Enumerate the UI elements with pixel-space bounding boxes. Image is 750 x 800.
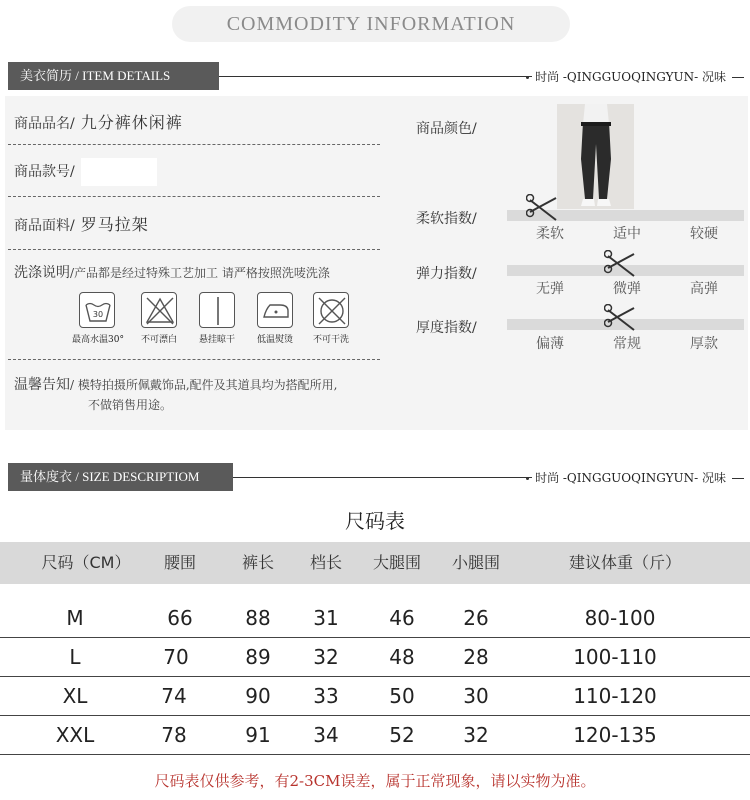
waist-cell: 66	[167, 606, 193, 630]
product-sku-value	[81, 158, 157, 186]
column-header: 档长	[309, 553, 342, 572]
wash-label: 洗涤说明	[14, 265, 70, 281]
column-header: 大腿围	[372, 553, 421, 572]
softness-label: 柔软指数/	[416, 211, 477, 227]
wash-instructions-row	[14, 262, 330, 282]
dashed-divider	[8, 249, 380, 250]
size-description-header	[0, 463, 750, 491]
care-low-iron	[250, 292, 300, 345]
table-row	[0, 599, 750, 637]
product-color-label: 商品颜色/	[416, 121, 477, 137]
softness-option: 较硬	[690, 226, 718, 242]
size-cell: XL	[62, 684, 88, 708]
scissors-icon	[526, 194, 560, 224]
care-label: 不可干洗	[312, 335, 349, 345]
scissors-icon	[604, 250, 638, 280]
size-cell: M	[66, 606, 84, 630]
calf-cell: 30	[463, 684, 489, 708]
product-fabric-label: 商品面料/	[14, 218, 75, 234]
softness-option: 柔软	[536, 226, 564, 242]
tagline-rule	[732, 77, 744, 78]
rise-cell: 33	[313, 684, 339, 708]
item-details-tab	[8, 62, 219, 90]
dot-icon	[526, 477, 529, 480]
no-bleach-icon	[141, 292, 177, 328]
size-description-title-cn: 量体度衣	[20, 470, 73, 485]
thigh-cell: 52	[389, 723, 415, 747]
weight-cell: 120-135	[573, 723, 657, 747]
care-no-dry-clean	[306, 292, 356, 345]
notice-line1: / 模特拍摄所佩戴饰品,配件及其道具均为搭配所用,	[70, 378, 338, 392]
product-name-label: 商品品名/	[14, 116, 75, 132]
rise-cell: 32	[313, 645, 339, 669]
scissors-icon	[604, 304, 638, 334]
rise-cell: 31	[313, 606, 339, 630]
brand-tagline-text: 时尚 -QINGGUOQINGYUN- 况味	[535, 70, 726, 84]
weight-cell: 110-120	[573, 684, 657, 708]
size-cell: L	[69, 645, 81, 669]
dot-icon	[526, 76, 529, 79]
thigh-cell: 50	[389, 684, 415, 708]
dashed-divider	[8, 359, 380, 360]
item-details-title-cn: 美衣简历	[20, 69, 73, 84]
elasticity-option: 微弹	[613, 281, 641, 297]
product-sku-row	[14, 158, 157, 186]
column-header: 小腿围	[451, 553, 500, 572]
table-row	[0, 677, 750, 715]
product-photo	[557, 104, 634, 209]
calf-cell: 26	[463, 606, 489, 630]
brand-tagline	[520, 469, 744, 486]
brand-tagline	[520, 68, 744, 85]
weight-cell: 80-100	[584, 606, 656, 630]
thickness-option: 常规	[613, 336, 641, 352]
care-label: 低温熨烫	[256, 335, 293, 345]
notice-row	[14, 374, 338, 395]
weight-cell: 100-110	[573, 645, 657, 669]
elasticity-option: 无弹	[536, 281, 564, 297]
commodity-information-banner: COMMODITY INFORMATION	[172, 6, 570, 42]
care-no-bleach	[134, 292, 184, 345]
column-header: 裤长	[241, 553, 274, 572]
brand-tagline-text: 时尚 -QINGGUOQINGYUN- 况味	[535, 471, 726, 485]
column-header: 腰围	[163, 553, 196, 572]
thickness-option: 厚款	[690, 336, 718, 352]
waist-cell: 74	[161, 684, 187, 708]
waist-cell: 78	[161, 723, 187, 747]
svg-text:30: 30	[92, 310, 104, 319]
low-iron-icon	[257, 292, 293, 328]
notice-line2: 不做销售用途。	[88, 398, 173, 412]
thigh-cell: 46	[389, 606, 415, 630]
hang-dry-icon	[199, 292, 235, 328]
care-label: 最高水温30°	[72, 335, 124, 345]
item-details-title-en: / ITEM DETAILS	[72, 68, 171, 83]
product-name-row	[14, 110, 183, 133]
care-label: 不可漂白	[140, 335, 177, 345]
thigh-cell: 48	[389, 645, 415, 669]
size-footnote: 尺码表仅供参考，有2-3CM误差，属于正常现象，请以实物为准。	[154, 772, 596, 790]
thickness-option: 偏薄	[536, 336, 564, 352]
size-table-title: 尺码表	[345, 509, 405, 533]
header-divider	[233, 477, 532, 478]
length-cell: 90	[245, 684, 271, 708]
thickness-label: 厚度指数/	[416, 320, 477, 336]
row-divider	[0, 754, 750, 755]
dashed-divider	[8, 144, 380, 145]
dashed-divider	[8, 196, 380, 197]
length-cell: 89	[245, 645, 271, 669]
wash-30-icon	[79, 292, 115, 328]
size-description-title-en: / SIZE DESCRIPTIOM	[72, 469, 200, 484]
product-fabric-row	[14, 212, 149, 235]
length-cell: 88	[245, 606, 271, 630]
product-fabric-value: 罗马拉架	[80, 215, 149, 234]
product-sku-label: 商品款号/	[14, 164, 75, 180]
size-description-tab	[8, 463, 233, 491]
tagline-rule	[732, 478, 744, 479]
length-cell: 91	[245, 723, 271, 747]
elasticity-label: 弹力指数/	[416, 266, 477, 282]
rise-cell: 34	[313, 723, 339, 747]
column-header: 建议体重（斤）	[568, 553, 681, 572]
header-divider	[219, 76, 532, 77]
calf-cell: 28	[463, 645, 489, 669]
softness-option: 适中	[613, 226, 641, 242]
care-hang-dry	[192, 292, 242, 345]
table-row	[0, 638, 750, 676]
size-cell: XXL	[55, 723, 95, 747]
column-header: 尺码（CM）	[41, 553, 131, 572]
elasticity-option: 高弹	[690, 281, 718, 297]
notice-label: 温馨告知	[14, 377, 70, 393]
calf-cell: 32	[463, 723, 489, 747]
waist-cell: 70	[163, 645, 189, 669]
care-label: 悬挂晾干	[198, 335, 235, 345]
size-table-header	[0, 542, 750, 584]
wash-text: /产品都是经过特殊工艺加工 请严格按照洗唛洗涤	[70, 266, 330, 280]
item-details-header	[0, 62, 750, 90]
care-wash-30	[72, 292, 122, 345]
table-row	[0, 716, 750, 754]
no-dry-clean-icon	[313, 292, 349, 328]
product-name-value: 九分裤休闲裤	[80, 113, 183, 132]
